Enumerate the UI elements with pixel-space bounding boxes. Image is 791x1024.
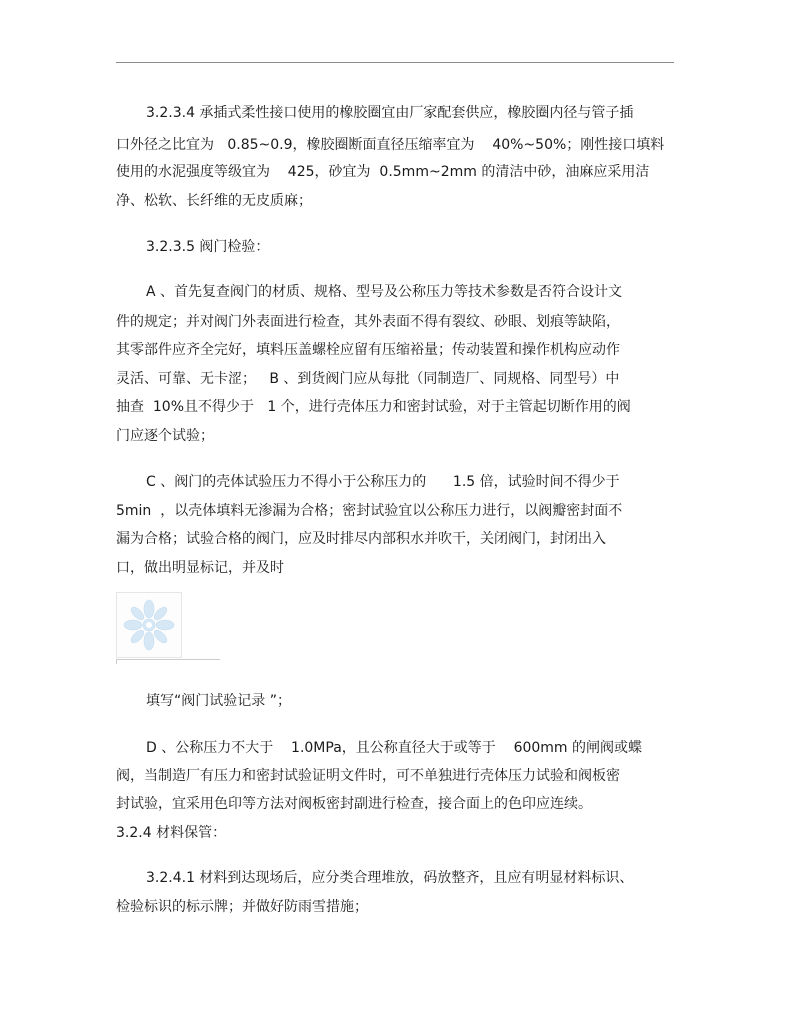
paragraph-3-2-3-4-line-4: 净、松软、长纤维的无皮质麻；: [116, 193, 312, 209]
paragraph-d-line-3: 封试验，宜采用色印等方法对阀板密封副进行检查，接合面上的色印应连续。: [116, 796, 592, 812]
paragraph-a-line-3: 其零部件应齐全完好，填料压盖螺栓应留有压缩裕量；传动装置和操作机构应动作: [116, 342, 620, 358]
paragraph-3-2-3-4-line-3: 使用的水泥强度等级宜为 425，砂宜为 0.5mm~2mm 的清洁中砂，油麻应采用洁: [116, 164, 650, 180]
figure-underline: [116, 659, 220, 660]
paragraph-d-line-1: D 、公称压力不大于 1.0MPa，且公称直径大于或等于 600mm 的闸阀或蝶: [146, 740, 643, 756]
paragraph-3-2-4-1-line-1: 3.2.4.1 材料到达现场后，应分类合理堆放，码放整齐，且应有明显材料标识、: [146, 870, 634, 886]
paragraph-c-line-1: C 、阀门的壳体试验压力不得小于公称压力的 1.5 倍，试验时间不得少于: [146, 474, 620, 490]
snowflake-watermark-icon: [117, 593, 181, 657]
paragraph-a-line-4: 灵活、可靠、无卡涩； B 、到货阀门应从每批（同制造厂、同规格、同型号）中: [116, 371, 620, 387]
paragraph-3-2-4-1-line-2: 检验标识的标示牌；并做好防雨雪措施；: [116, 899, 368, 915]
paragraph-c-line-3: 漏为合格；试验合格的阀门，应及时排尽内部积水并吹干，关闭阀门，封闭出入: [116, 531, 606, 547]
paragraph-a-line-5: 抽查 10%且不得少于 1 个，进行壳体压力和密封试验，对于主管起切断作用的阀: [116, 399, 631, 415]
section-heading-3-2-3-5: 3.2.3.5 阀门检验：: [146, 239, 270, 255]
paragraph-c-line-4: 口，做出明显标记，并及时: [116, 560, 284, 576]
paragraph-a-line-1: A 、首先复查阀门的材质、规格、型号及公称压力等技术参数是否符合设计文: [146, 284, 623, 300]
paragraph-d-line-2: 阀，当制造厂有压力和密封试验证明文件时，可不单独进行壳体压力试验和阀板密: [116, 768, 620, 784]
paragraph-3-2-3-4-line-1: 3.2.3.4 承插式柔性接口使用的橡胶圈宜由厂家配套供应，橡胶圈内径与管子插: [146, 105, 634, 121]
paragraph-3-2-3-4-line-2: 口外径之比宜为 0.85~0.9，橡胶圈断面直径压缩率宜为 40%~50%；刚性接口填料: [116, 137, 665, 153]
figure-tick: [116, 659, 117, 664]
paragraph-a-line-2: 件的规定；并对阀门外表面进行检查，其外表面不得有裂纹、砂眼、划痕等缺陷，: [116, 314, 620, 330]
paragraph-a-line-6: 门应逐个试验；: [116, 428, 214, 444]
paragraph-c-line-2: 5min ，以壳体填料无渗漏为合格；密封试验宜以公称压力进行，以阀瓣密封面不: [116, 503, 623, 519]
section-heading-3-2-4: 3.2.4 材料保管：: [116, 825, 227, 841]
record-fill-line: 填写“阀门试验记录 ”；: [146, 693, 291, 709]
embedded-figure: [116, 592, 182, 658]
header-rule: [116, 62, 674, 63]
